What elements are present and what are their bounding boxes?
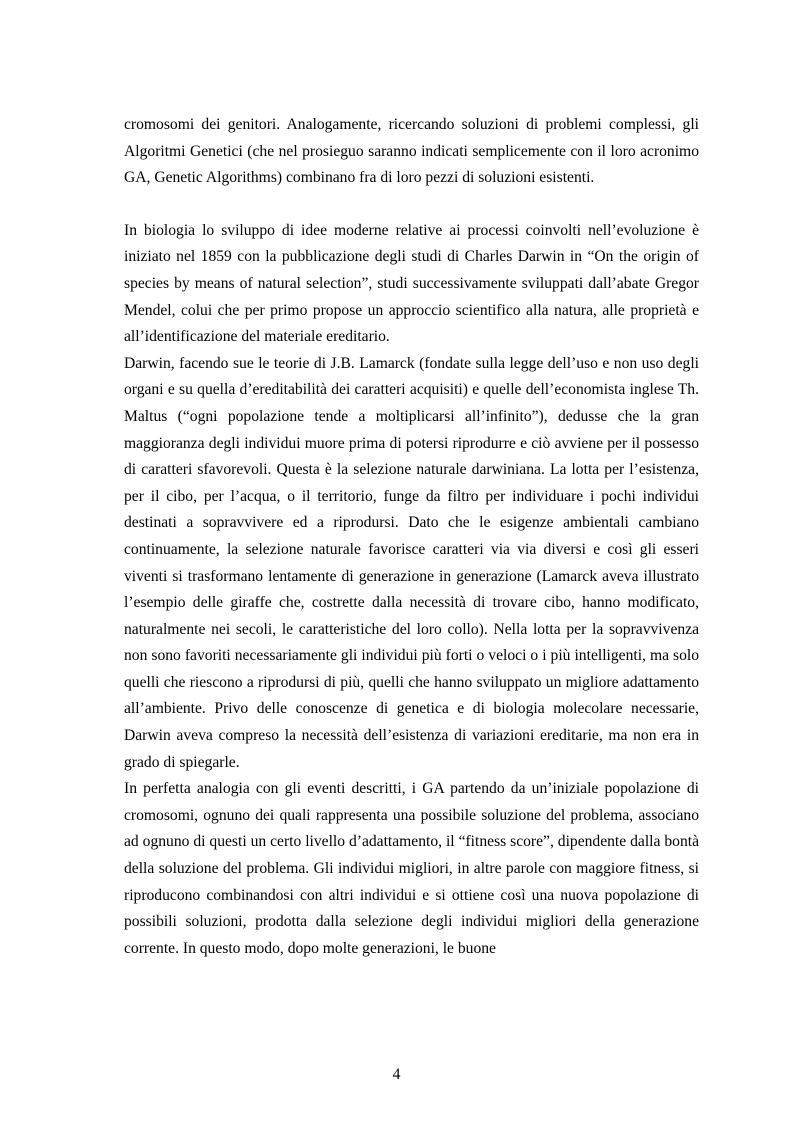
page-number: 4 (392, 1066, 401, 1083)
paragraph-ga-analogy: In perfetta analogia con gli eventi descritti, i GA partendo da un’iniziale popolazione di cromosomi, ognuno dei quali rappresenta una possibile soluzione del problema, associano ad ognuno di questi un certo livello d’adattamento, il “fitness score”, dipendente dalla bontà della soluzione del problema. Gli individui migliori, in altre parole con maggiore fitness, si riproducono combinandosi con altri individui e si ottiene così una nuova popolazione di possibili soluzioni, prodotta dalla selezione degli individui migliori della generazione corrente. In questo modo, dopo molte generazioni, le buone (124, 780, 699, 957)
body-text (124, 112, 699, 962)
paragraph-darwin: Darwin, facendo sue le teorie di J.B. Lamarck (fondate sulla legge dell’uso e non uso degli organi e su quella d’ereditabilità dei caratteri acquisiti) e quelle dell’economista inglese Th. Maltus (“ogni popolazione tende a moltiplicarsi all’infinito”), dedusse che la gran maggioranza degli individui muore prima di potersi riprodurre e ciò avviene per il possesso di caratteri sfavorevoli. Questa è la selezione naturale darwiniana. La lotta per l’esistenza, per il cibo, per l’acqua, o il territorio, funge da filtro per individuare i pochi individui destinati a sopravvivere ed a riprodursi. Dato che le esigenze ambientali cambiano continuamente, la selezione naturale favorisce caratteri via via diversi e così gli esseri viventi si trasformano lentamente di generazione in generazione (Lamarck aveva illustrato l’esempio delle giraffe che, costrette dalla necessità di trovare cibo, hanno modificato, naturalmente nei secoli, le caratteristiche del loro collo). Nella lotta per la sopravvivenza non sono favoriti necessariamente gli individui più forti o veloci o i più intelligenti, ma solo quelli che riescono a riprodursi di più, quelli che hanno sviluppato un migliore adattamento all’ambiente. Privo delle conoscenze di genetica e di biologia molecolare necessarie, Darwin aveva compreso la necessità dell’esistenza di variazioni ereditarie, ma non era in grado di spiegarle. (124, 354, 699, 771)
paragraph-intro: cromosomi dei genitori. Analogamente, ricercando soluzioni di problemi complessi, gli Algoritmi Genetici (che nel prosieguo saranno indicati semplicemente con il loro acronimo GA, Genetic Algorithms) combinano fra di loro pezzi di soluzioni esistenti. (124, 116, 699, 187)
paragraph-biology: In biologia lo sviluppo di idee moderne relative ai processi coinvolti nell’evoluzione è iniziato nel 1859 con la pubblicazione degli studi di Charles Darwin in “On the origin of species by means of natural selection”, studi successivamente sviluppati dall’abate Gregor Mendel, colui che per primo propose un approccio scientifico alla natura, alle proprietà e all’identificazione del materiale ereditario. (124, 221, 699, 346)
